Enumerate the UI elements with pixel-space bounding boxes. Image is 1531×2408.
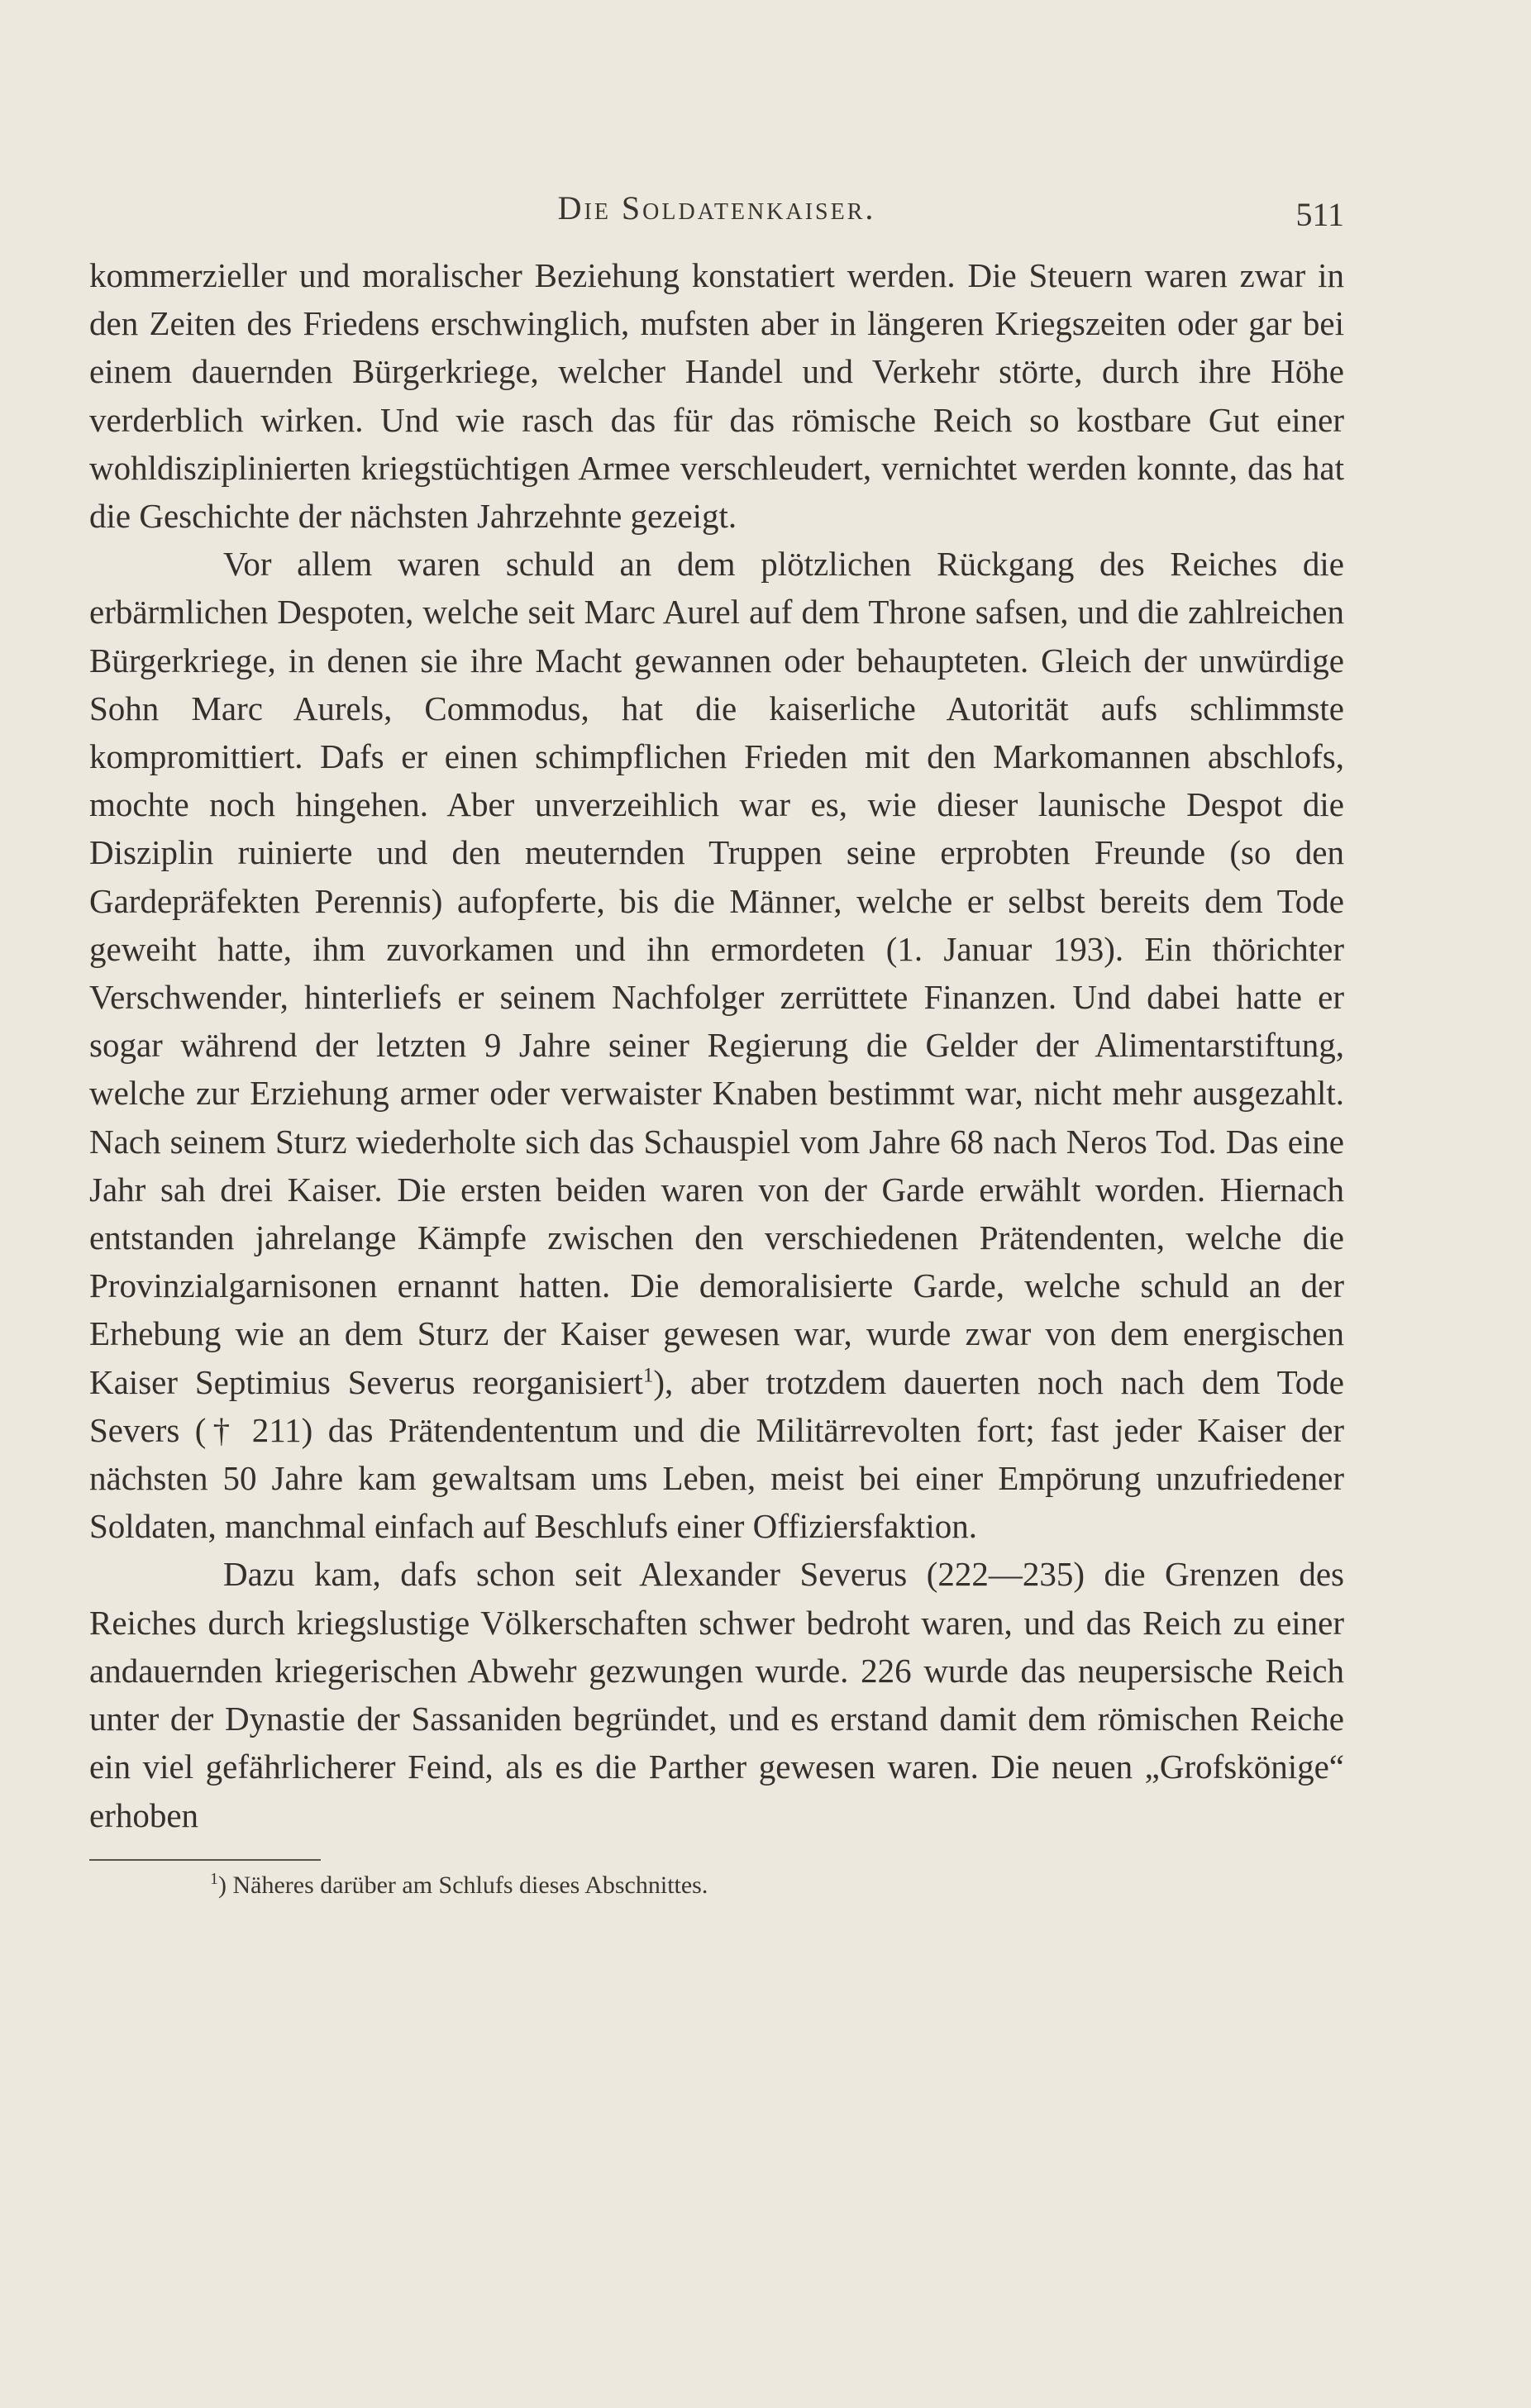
footnote-text: Näheres darüber am Schlufs dieses Abschnittes. <box>227 1871 708 1899</box>
footnote-mark-close: ) <box>218 1871 227 1899</box>
paragraph-2-text-b: ), aber trotzdem dauerten noch nach dem Tode Severs († 211) das Prätendententum und die Militärrevolten fort; fast jeder Kaiser der nächsten 50 Jahre kam gewaltsam ums Leben, meist bei einer Empörung unzufriedener Soldaten, manchmal einfach auf Beschlufs einer Offiziersfaktion. <box>89 1362 1344 1546</box>
footnote-mark: 1 <box>210 1869 218 1888</box>
page-number: 511 <box>1295 196 1344 233</box>
paragraph-2 <box>89 540 1344 1550</box>
paragraph-2-text-a: Vor allem waren schuld an dem plötzlichen Rückgang des Reiches die erbärmlichen Despoten, welche seit Marc Aurel auf dem Throne safsen, und die zahlreichen Bürgerkriege, in denen sie ihre Macht gewannen oder behaupteten. Gleich der unwürdige Sohn Marc Aurels, Commodus, hat die kaiserliche Autorität aufs schlimmste kompromittiert. Dafs er einen schimpflichen Frieden mit den Markomannen abschlofs, mochte noch hingehen. Aber unverzeihlich war es, wie dieser launische Despot die Disziplin ruinierte und den meuternden Truppen seine erprobten Freunde (so den Gardepräfekten Perennis) aufopferte, bis die Männer, welche er selbst bereits dem Tode geweiht hatte, ihm zuvorkamen und ihn ermordeten (1. Januar 193). Ein thörichter Verschwender, hinterliefs er seinem Nachfolger zerrüttete Finanzen. Und dabei hatte er sogar während der letzten 9 Jahre seiner Regierung die Gelder der Alimentarstiftung, welche zur Erziehung armer oder verwaister Knaben bestimmt war, nicht mehr ausgezahlt. Nach seinem Sturz wiederholte sich das Schauspiel vom Jahre 68 nach Neros Tod. Das eine Jahr sah drei Kaiser. Die ersten beiden waren von der Garde erwählt worden. Hiernach entstanden jahrelange Kämpfe zwischen den verschiedenen Prätendenten, welche die Provinzialgarnisonen ernannt hatten. Die demoralisierte Garde, welche schuld an der Erhebung wie an dem Sturz der Kaiser gewesen war, wurde zwar von dem energischen Kaiser Septimius Severus reorganisiert <box>89 545 1344 1401</box>
footnote-reference: 1 <box>642 1364 654 1387</box>
paragraph-3: Dazu kam, dafs schon seit Alexander Severus (222—235) die Grenzen des Reiches durch kriegslustige Völkerschaften schwer bedroht waren, und das Reich zu einer andauernden kriegerischen Abwehr gezwungen wurde. 226 wurde das neupersische Reich unter der Dynastie der Sassaniden begründet, und es erstand damit dem römischen Reiche ein viel gefährlicherer Feind, als es die Parther gewesen waren. Die neuen „Grofskönige“ erhoben <box>89 1555 1344 1834</box>
body-text <box>89 251 1344 1839</box>
running-head <box>89 172 1344 238</box>
paragraph-1: kommerzieller und moralischer Beziehung konstatiert werden. Die Steuern waren zwar in den Zeiten des Friedens erschwinglich, mufsten aber in längeren Kriegszeiten oder gar bei einem dauernden Bürgerkriege, welcher Handel und Verkehr störte, durch ihre Höhe verderblich wirken. Und wie rasch das für das römische Reich so kostbare Gut einer wohldisziplinierten kriegstüchtigen Armee verschleudert, vernichtet werden konnte, das hat die Geschichte der nächsten Jahrzehnte gezeigt. <box>89 256 1344 536</box>
book-page <box>89 172 1344 2346</box>
footnote-divider <box>89 1859 321 1861</box>
running-title: Die Soldatenkaiser. <box>557 189 876 226</box>
footnote <box>210 1869 1344 1902</box>
